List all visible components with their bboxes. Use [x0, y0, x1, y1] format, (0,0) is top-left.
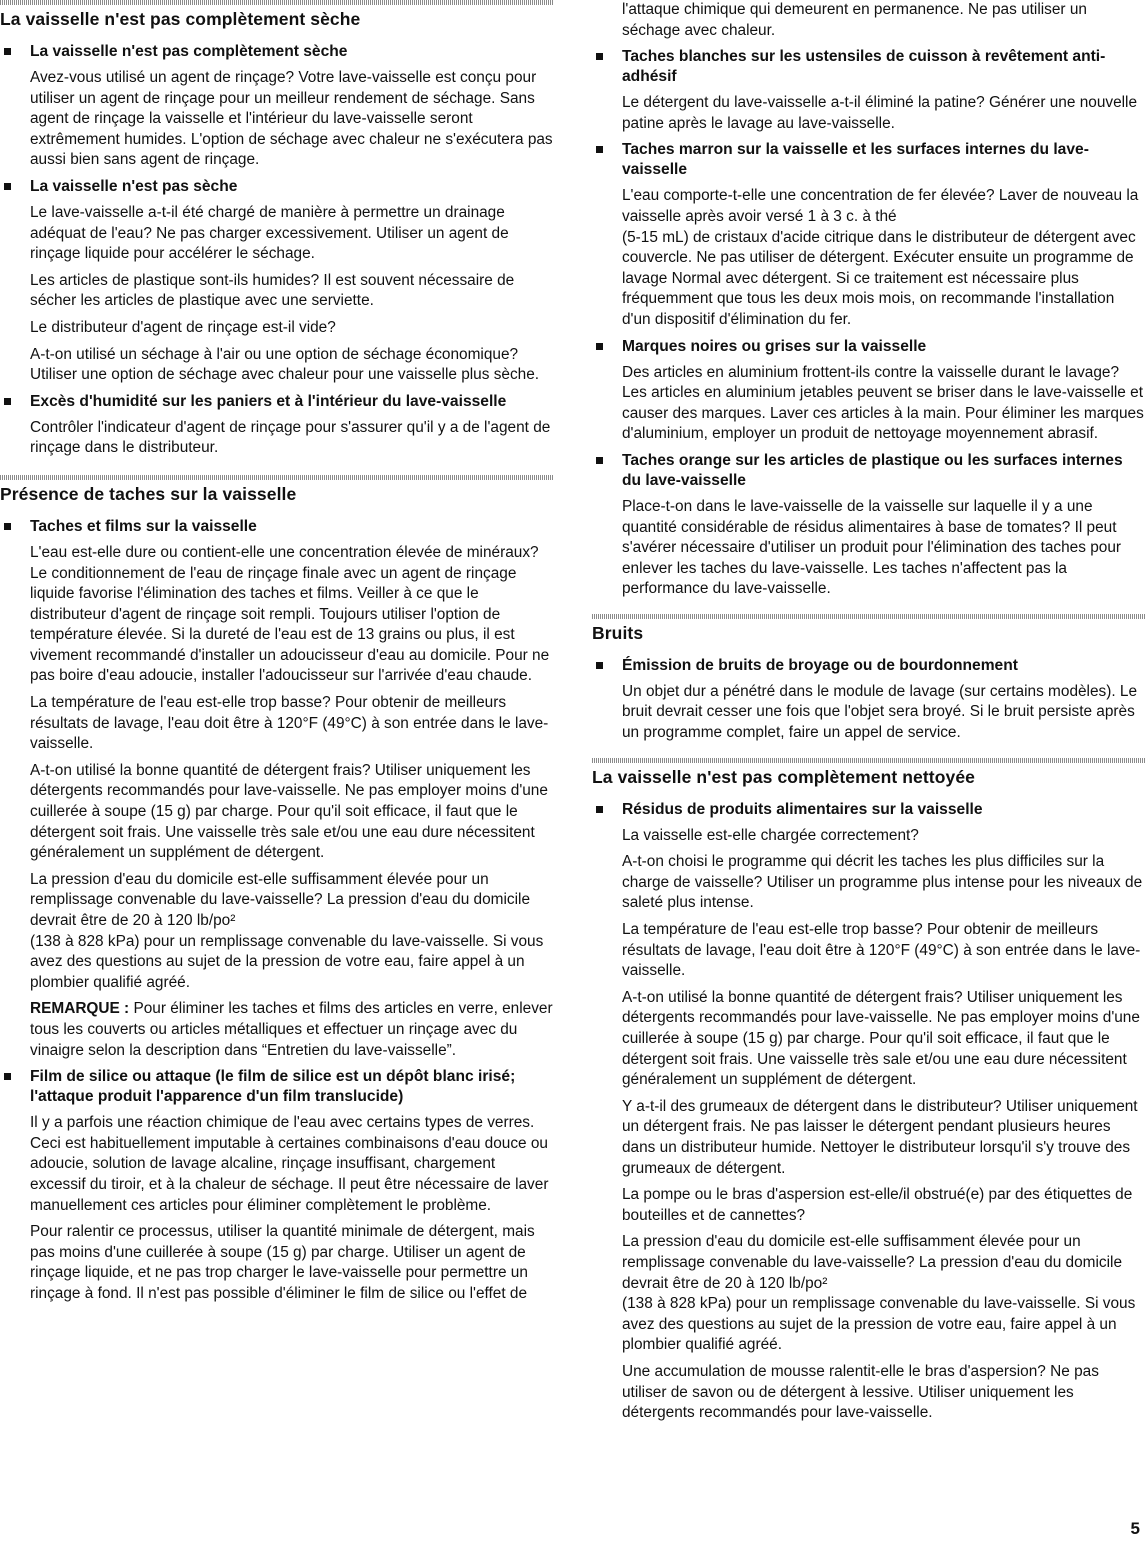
- section-divider: [0, 475, 553, 480]
- section-title: Présence de taches sur la vaisselle: [0, 483, 297, 504]
- paragraph: La température de l'eau est-elle trop basse? Pour obtenir de meilleurs résultats de lavage, l'eau doit être à 120°F (49°C) à son entrée dans le lave-vaisselle.: [30, 694, 549, 753]
- square-bullet-icon: [596, 146, 603, 153]
- paragraph: Un objet dur a pénétré dans le module de lavage (sur certains modèles). Le bruit devrait cesser une fois que l'objet sera broyé. Si le bruit persiste après un programme complet, faire un appel de service.: [622, 682, 1138, 742]
- item-title: Excès d'humidité sur les paniers et à l'intérieur du lave-vaisselle: [0, 392, 553, 412]
- item-title: Taches et films sur la vaisselle: [0, 517, 553, 537]
- paragraph: (138 à 828 kPa) pour un remplissage convenable du lave-vaisselle. Si vous avez des questions au sujet de la pression de votre eau, faire appel à un plombier qualifié agréé.: [622, 1295, 1136, 1354]
- item-title: Émission de bruits de broyage ou de bourdonnement: [592, 656, 1146, 676]
- page-number: 5: [1130, 1519, 1140, 1538]
- paragraph: Y a-t-il des grumeaux de détergent dans le distributeur? Utiliser uniquement un détergent frais. Ne pas laisser le détergent pendant plusieurs heures dans un distributeur humide. Nettoyer le distributeur lorsqu'il s'y trouve des grumeaux de détergent.: [622, 1097, 1138, 1177]
- troubleshoot-item: [592, 800, 1146, 1424]
- item-title: Marques noires ou grises sur la vaisselle: [592, 337, 1146, 357]
- troubleshoot-item: [592, 47, 1146, 134]
- paragraph: Avez-vous utilisé un agent de rinçage? Votre lave-vaisselle est conçu pour utiliser un agent de rinçage pour un meilleur rendement de séchage. Sans agent de rinçage la vaisselle et l'intérieur du lave-vaisselle seront extrêmement humides. L'option de séchage avec chaleur ne s'exécutera pas aussi bien sans agent de rinçage.: [30, 69, 553, 169]
- square-bullet-icon: [596, 343, 603, 350]
- item-title: La vaisselle n'est pas complètement sèche: [0, 42, 553, 62]
- paragraph: Les articles de plastique sont-ils humides? Il est souvent nécessaire de sécher les articles de plastique avec une serviette.: [30, 271, 515, 310]
- troubleshoot-item: [592, 140, 1146, 330]
- paragraph: La pompe ou le bras d'aspersion est-elle/il obstrué(e) par des étiquettes de bouteilles et de cannettes?: [622, 1186, 1133, 1224]
- item-title: Taches blanches sur les ustensiles de cuisson à revêtement anti-adhésif: [592, 47, 1146, 87]
- paragraph: La pression d'eau du domicile est-elle suffisamment élevée pour un remplissage convenable du lave-vaisselle? La pression d'eau du domicile devrait être de 20 à 120 lb/po²: [30, 870, 531, 929]
- item-title: Taches marron sur la vaisselle et les surfaces internes du lave-vaisselle: [592, 140, 1146, 180]
- section-title: Bruits: [592, 622, 644, 643]
- square-bullet-icon: [596, 53, 603, 60]
- paragraph-continuation: l'attaque chimique qui demeurent en permanence. Ne pas utiliser un séchage avec chaleur.: [622, 1, 1087, 39]
- troubleshoot-item: [0, 517, 553, 1061]
- section-divider: [0, 0, 553, 5]
- section-divider: [592, 614, 1146, 619]
- paragraph: Le détergent du lave-vaisselle a-t-il éliminé la patine? Générer une nouvelle patine après le lavage au lave-vaisselle.: [622, 94, 1138, 132]
- paragraph: Place-t-on dans le lave-vaisselle de la vaisselle sur laquelle il y a une quantité considérable de résidus alimentaires à base de tomates? Il peut s'avérer nécessaire d'utiliser un produit pour l'élimination des taches pour enlever les taches du lave-vaisselle. Les taches n'affectent pas la performance du lave-vaisselle.: [622, 497, 1122, 598]
- square-bullet-icon: [4, 1073, 11, 1080]
- section-title: La vaisselle n'est pas complètement nettoyée: [592, 766, 976, 787]
- section-divider: [592, 758, 1146, 763]
- paragraph: A-t-on utilisé un séchage à l'air ou une option de séchage économique? Utiliser une option de séchage avec chaleur pour une vaisselle plus sèche.: [30, 345, 540, 384]
- note-paragraph: REMARQUE : Pour éliminer les taches et films des articles en verre, enlever tous les couverts ou articles métalliques et effectuer un rinçage avec du vinaigre selon la description dans “Entretien du lave-vaisselle”.: [30, 1000, 553, 1059]
- item-title: Film de silice ou attaque (le film de silice est un dépôt blanc irisé; l'attaque produit l'apparence d'un film translucide): [0, 1067, 553, 1107]
- paragraph: (5-15 mL) de cristaux d'acide citrique dans le distributeur de détergent avec couvercle. Ne pas utiliser de détergent. Exécuter ensuite un programme de lavage Normal avec détergent. Si ce traitement est nécessaire plus fréquemment que tous les deux mois mois, on recommande l'installation d'un dispositif d'élimination du fer.: [622, 228, 1136, 328]
- square-bullet-icon: [4, 183, 11, 190]
- square-bullet-icon: [596, 662, 603, 669]
- square-bullet-icon: [4, 523, 11, 530]
- paragraph: A-t-on choisi le programme qui décrit les taches les plus difficiles sur la charge de vaisselle? Utiliser un programme plus intense pour les niveaux de saleté plus intense.: [622, 853, 1143, 912]
- square-bullet-icon: [596, 457, 603, 464]
- square-bullet-icon: [596, 806, 603, 813]
- paragraph: Le distributeur d'agent de rinçage est-il vide?: [30, 318, 336, 336]
- troubleshoot-item: [0, 1067, 553, 1304]
- troubleshoot-item: [592, 656, 1146, 744]
- paragraph: Le lave-vaisselle a-t-il été chargé de manière à permettre un drainage adéquat de l'eau? Ne pas charger excessivement. Utiliser un agent de rinçage liquide pour accélérer le séchage.: [30, 203, 509, 263]
- item-title: Résidus de produits alimentaires sur la vaisselle: [592, 800, 1146, 820]
- note-label: REMARQUE :: [30, 1000, 130, 1018]
- troubleshoot-item: [0, 177, 553, 386]
- square-bullet-icon: [4, 398, 11, 405]
- troubleshoot-item: [0, 392, 553, 459]
- troubleshoot-item: [592, 451, 1146, 600]
- paragraph: Des articles en aluminium frottent-ils contre la vaisselle durant le lavage? Les articles en aluminium jetables peuvent se briser dans le lave-vaisselle et causer des marques. Laver ces articles à la main. Pour éliminer les marques d'aluminium, employer un produit de nettoyage moyennement abrasif.: [622, 363, 1144, 443]
- paragraph: La température de l'eau est-elle trop basse? Pour obtenir de meilleurs résultats de lavage, l'eau doit être à 120°F (49°C) à son entrée dans le lave-vaisselle.: [622, 921, 1141, 980]
- paragraph: La vaisselle est-elle chargée correctement?: [622, 826, 919, 844]
- paragraph: L'eau est-elle dure ou contient-elle une concentration élevée de minéraux? Le conditionnement de l'eau de rinçage finale avec un agent de rinçage liquide favorise l'élimination des taches et films. Veiller à ce que le distributeur d'agent de rinçage soit rempli. Toujours utiliser l'option de température élevée. Si la dureté de l'eau est de 13 grains ou plus, il est vivement recommandé d'installer un adoucisseur d'eau au domicile. Pour ne pas boire d'eau adoucie, installer l'adoucisseur sur l'arrivée d'eau chaude.: [30, 543, 550, 685]
- troubleshoot-item: [592, 337, 1146, 445]
- paragraph: La pression d'eau du domicile est-elle suffisamment élevée pour un remplissage convenable du lave-vaisselle? La pression d'eau du domicile devrait être de 20 à 120 lb/po²: [622, 1233, 1123, 1292]
- paragraph: A-t-on utilisé la bonne quantité de détergent frais? Utiliser uniquement les détergents recommandés pour lave-vaisselle. Ne pas employer moins d'une cuillerée à soupe (15 g) par charge. Pour qu'il soit efficace, il faut que le détergent soit frais. Une vaisselle très sale et/ou une eau dure nécessitent généralement un supplément de détergent.: [622, 988, 1140, 1089]
- troubleshoot-item: [0, 42, 553, 171]
- item-title: La vaisselle n'est pas sèche: [0, 177, 553, 197]
- paragraph: L'eau comporte-t-elle une concentration de fer élevée? Laver de nouveau la vaisselle après avoir versé 1 à 3 c. à thé: [622, 187, 1139, 225]
- paragraph: Une accumulation de mousse ralentit-elle le bras d'aspersion? Ne pas utiliser de savon ou de détergent à lessive. Utiliser uniquement les détergents recommandés pour lave-vaisselle.: [622, 1362, 1099, 1422]
- paragraph: Il y a parfois une réaction chimique de l'eau avec certains types de verres. Ceci est habituellement imputable à certaines combinaisons d'eau douce ou adoucie, solution de lavage alcaline, rinçage insuffisant, chargement excessif du tiroir, et à la chaleur de séchage. Il peut être nécessaire de laver manuellement ces articles pour éliminer complètement le problème.: [30, 1114, 549, 1214]
- paragraph: Pour ralentir ce processus, utiliser la quantité minimale de détergent, mais pas moins d'une cuillerée à soupe (15 g) par charge. Utiliser un agent de rinçage liquide, et ne pas trop charger le lave-vaisselle pour permettre un rinçage à fond. Il n'est pas possible d'éliminer le film de silice ou l'effet de: [30, 1223, 535, 1302]
- left-column: [0, 0, 553, 1311]
- paragraph: Contrôler l'indicateur d'agent de rinçage pour s'assurer qu'il y a de l'agent de rinçage dans le distributeur.: [30, 418, 551, 457]
- right-column: [592, 0, 1146, 1430]
- item-title: Taches orange sur les articles de plastique ou les surfaces internes du lave-vaisselle: [592, 451, 1146, 491]
- section-title: La vaisselle n'est pas complètement sèche: [0, 9, 361, 29]
- paragraph: A-t-on utilisé la bonne quantité de détergent frais? Utiliser uniquement les détergents recommandés pour lave-vaisselle. Ne pas employer moins d'une cuillerée à soupe (15 g) par charge. Pour qu'il soit efficace, il faut que le détergent soit frais. Une vaisselle très sale et/ou une eau dure nécessitent généralement un supplément de détergent.: [30, 761, 548, 862]
- square-bullet-icon: [4, 48, 11, 55]
- paragraph: (138 à 828 kPa) pour un remplissage convenable du lave-vaisselle. Si vous avez des questions au sujet de la pression de votre eau, faire appel à un plombier qualifié agréé.: [30, 932, 544, 991]
